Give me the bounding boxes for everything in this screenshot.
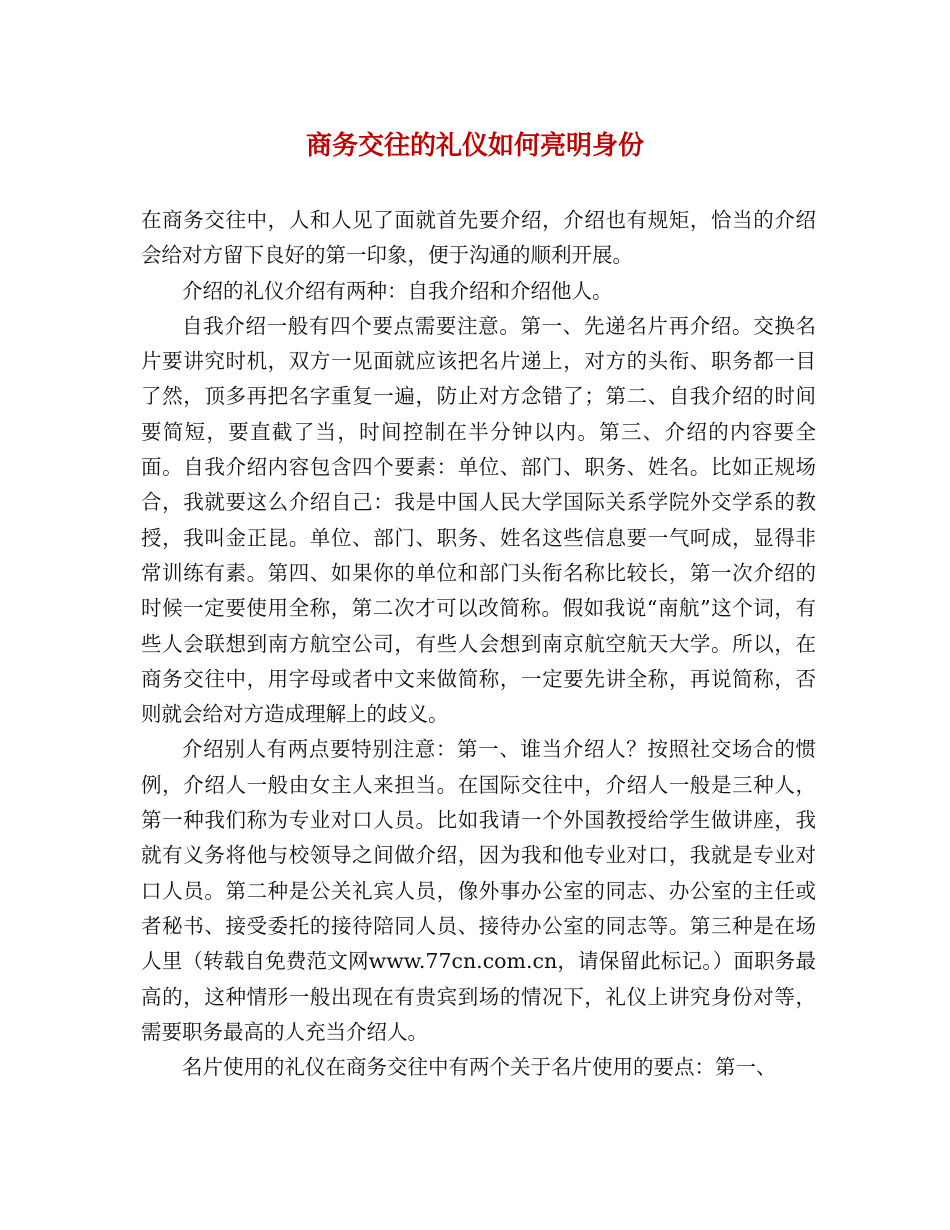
- document-body: [141, 203, 816, 1085]
- paragraph-introduction-types: 介绍的礼仪介绍有两种：自我介绍和介绍他人。: [182, 278, 613, 303]
- paragraph-intro: 在商务交往中，人和人见了面就首先要介绍，介绍也有规矩，恰当的介绍会给对方留下良好的第一印象，便于沟通的顺利开展。: [141, 208, 816, 268]
- paragraph-self-introduction: 自我介绍一般有四个要点需要注意。第一、先递名片再介绍。交换名片要讲究时机，双方一见面就应该把名片递上，对方的头衔、职务都一目了然，顶多再把名字重复一遍，防止对方念错了；第二、自我介绍的时间要简短，要直截了当，时间控制在半分钟以内。第三、介绍的内容要全面。自我介绍内容包含四个要素：单位、部门、职务、姓名。比如正规场合，我就要这么介绍自己：我是中国人民大学国际关系学院外交学系的教授，我叫金正昆。单位、部门、职务、姓名这些信息要一气呵成，显得非常训练有素。第四、如果你的单位和部门头衔名称比较长，第一次介绍的时候一定要使用全称，第二次才可以改简称。假如我说“南航”这个词，有些人会联想到南方航空公司，有些人会想到南京航空航天大学。所以，在商务交往中，用字母或者中文来做简称，一定要先讲全称，再说简称，否则就会给对方造成理解上的歧义。: [141, 313, 816, 727]
- page-title: 商务交往的礼仪如何亮明身份: [305, 131, 644, 161]
- paragraph-introducing-others: 介绍别人有两点要特别注意：第一、谁当介绍人？按照社交场合的惯例，介绍人一般由女主人来担当。在国际交往中，介绍人一般是三种人，第一种我们称为专业对口人员。比如我请一个外国教授给学生做讲座，我就有义务将他与校领导之间做介绍，因为我和他专业对口，我就是专业对口人员。第二种是公关礼宾人员，像外事办公室的同志、办公室的主任或者秘书、接受委托的接待陪同人员、接待办公室的同志等。第三种是在场人里（转载自免费范文网www.77cn.com.cn，请保留此标记。）面职务最高的，这种情形一般出现在有贵宾到场的情况下，礼仪上讲究身份对等，需要职务最高的人充当介绍人。: [141, 737, 816, 1044]
- paragraph-business-card: 名片使用的礼仪在商务交往中有两个关于名片使用的要点：第一、: [182, 1055, 777, 1080]
